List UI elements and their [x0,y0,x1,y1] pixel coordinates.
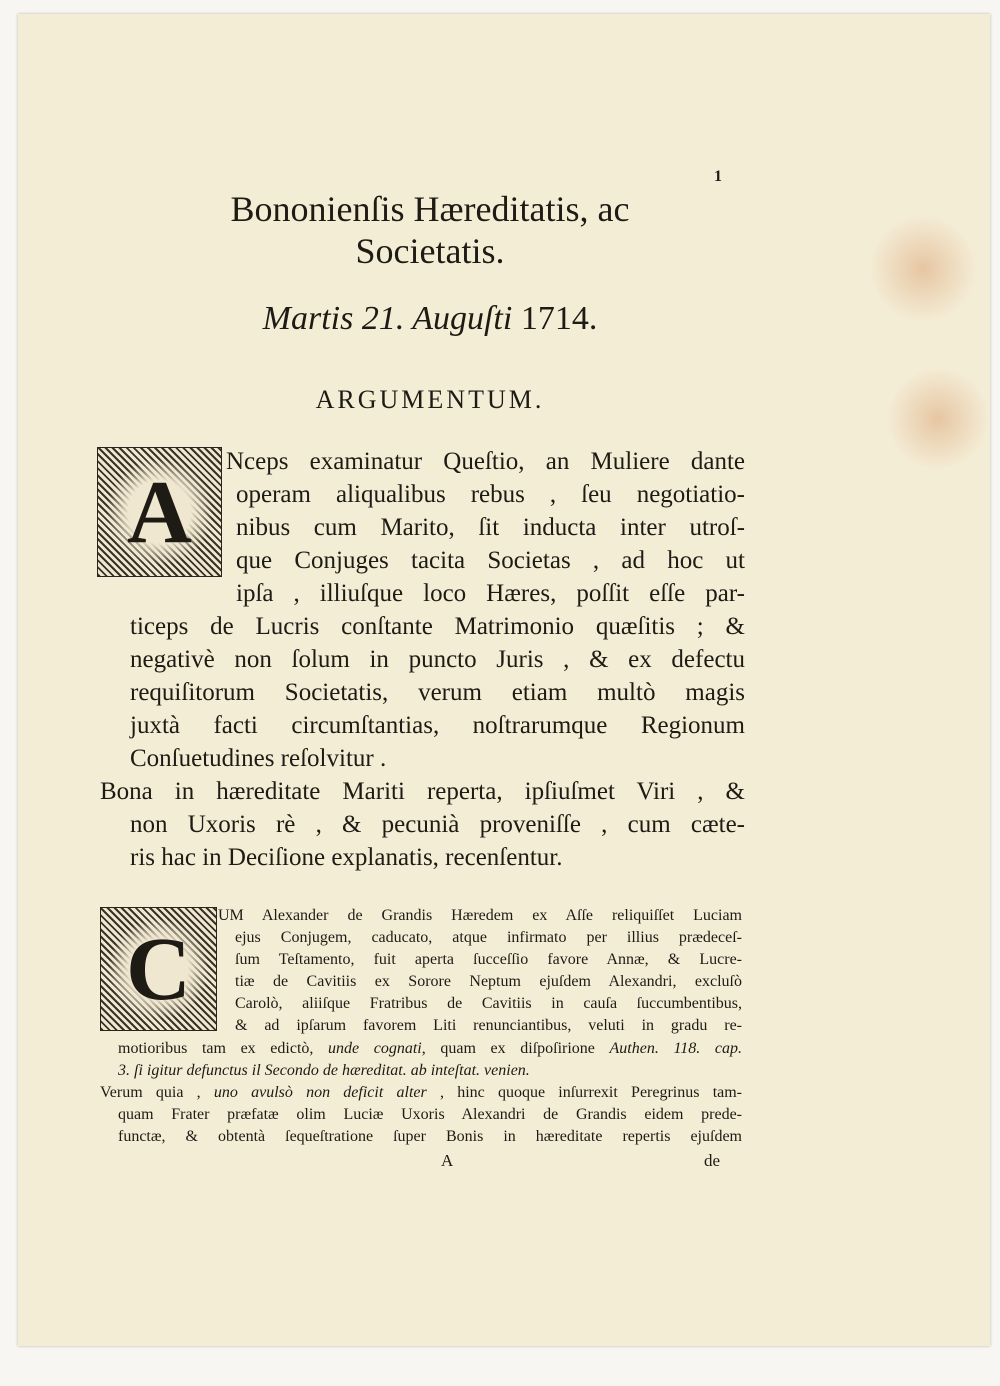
date-day: Martis 21. Auguſti [262,300,513,337]
argument-line: que Conjuges tacita Societas , ad hoc ut [236,547,745,574]
stain [888,364,988,474]
body-line: Carolò, aliiſque Fratribus de Cavitiis in cauſa ſuccumbentibus, [235,995,742,1012]
stain [868,214,978,324]
body-line: tiæ de Cavitiis ex Sorore Neptum ejuſdem Alexandri, excluſò [235,973,742,990]
argument-line: operam aliqualibus rebus , ſeu negotiatio- [236,481,745,508]
argument-line: nibus cum Marito, ſit inducta inter utroſ- [236,514,745,541]
body-line: Verum quia , uno avulsò non deficit alter , hinc quoque inſurrexit Peregrinus tam- [100,1084,743,1101]
argument-line: non Uxoris rè , & pecunià proveniſſe , cum cæte- [130,811,745,838]
section-heading: ARGUMENTUM. [315,385,545,414]
body-line: & ad ipſarum favorem Liti renunciantibus, veluti in gradu re- [235,1017,742,1034]
title-line-1: Bononienſis Hæreditatis, ac [230,189,630,229]
title-line-2: Societatis. [355,231,505,271]
argument-line: Bona in hæreditate Mariti reperta, ipſiuſmet Viri , & [100,778,745,805]
body-line: motioribus tam ex edictò, unde cognati, quam ex diſpoſirione Authen. 118. cap. [118,1040,743,1057]
argument-line: ris hac in Deciſione explanatis, recenſentur. [130,844,563,871]
argument-line: Nceps examinatur Queſtio, an Muliere dante [226,448,745,475]
argument-line: Conſuetudines reſolvitur . [130,745,387,772]
argument-line: negativè non ſolum in puncto Juris , & ex defectu [130,646,745,673]
argument-line: requiſitorum Societatis, verum etiam multò magis [130,679,745,706]
signature-mark: A [441,1151,454,1170]
body-line: quam Frater præfatæ olim Luciæ Uxoris Alexandri de Grandis eidem prede- [118,1106,742,1123]
argument-line: juxtà facti circumſtantias, noſtrarumque Regionum [130,712,745,739]
decorated-initial-c: C [100,907,217,1031]
body-line: ejus Conjugem, caducato, atque infirmato per illius prædeceſ- [235,929,742,946]
date-year: 1714. [520,300,598,337]
body-line: UM Alexander de Grandis Hæredem ex Aſſe reliquiſſet Luciam [218,907,742,924]
body-line: ſum Teſtamento, fuit aperta ſucceſſio favore Annæ, & Lucre- [235,951,742,968]
decorated-initial-a: A [97,447,222,577]
argument-line: ipſa , illiuſque loco Hæres, poſſit eſſe par- [236,580,745,607]
date-line [120,298,740,340]
body-line: 3. ſi igitur defunctus il Secondo de hæreditat. ab inteſtat. venien. [118,1062,530,1079]
body-line: functæ, & obtentà ſequeſtratione ſuper Bonis in hæreditate repertis ejuſdem [118,1128,742,1145]
argument-line: ticeps de Lucris conſtante Matrimonio quæſitis ; & [130,613,745,640]
catchword: de [704,1151,721,1170]
page-number: 1 [714,168,722,185]
